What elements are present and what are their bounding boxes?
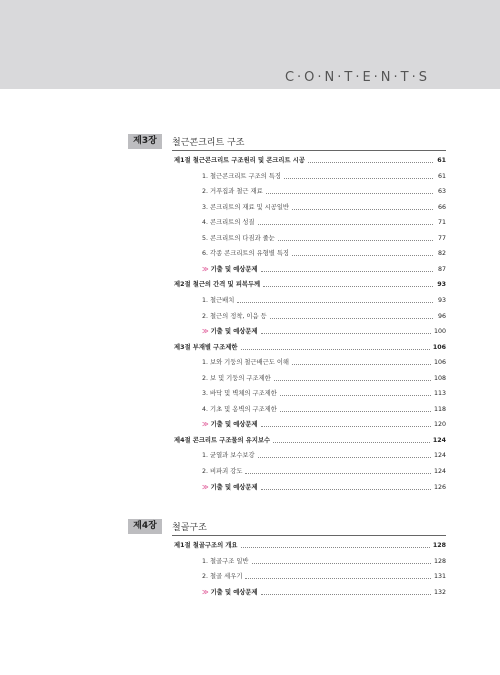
toc-subsection-row [202, 384, 446, 398]
toc-page-number: 120 [433, 421, 446, 429]
toc-entry-text: 6. 각종 콘크리트의 유형별 특징 [202, 250, 290, 258]
toc-entry-label [202, 358, 289, 367]
toc-entry-text: 제1절 철근콘크리트 구조원리 및 콘크리트 시공 [174, 157, 305, 164]
toc-entry-text: 5. 콘크리트의 다짐과 줄눈 [202, 234, 275, 242]
page-header-band [0, 0, 500, 89]
toc-entry-label [174, 541, 238, 550]
toc-entry-label [202, 389, 277, 398]
toc-entry-label [202, 588, 258, 597]
toc-subsection-row [202, 182, 446, 196]
toc-page-number: 63 [437, 188, 446, 196]
toc-page-number: 124 [433, 468, 446, 475]
dot-leader [273, 442, 430, 443]
toc-entry-text: 제4절 콘크리트 구조물의 유지보수 [174, 436, 271, 444]
toc-section-row [174, 338, 446, 352]
toc-page-number: 124 [433, 452, 446, 460]
toc-entry-label [202, 557, 249, 566]
dot-leader [261, 333, 431, 334]
toc-page-number: 128 [432, 542, 446, 549]
dot-leader [261, 271, 433, 272]
dot-leader [245, 473, 431, 474]
toc-entry-label [202, 483, 258, 492]
toc-subsection-row [202, 291, 446, 305]
dot-leader [252, 563, 431, 564]
toc-page-number: 113 [433, 390, 446, 398]
toc-exam-row [202, 415, 446, 429]
dot-leader [284, 178, 433, 179]
chapter-3-block [128, 134, 446, 491]
toc-section-row [174, 536, 446, 550]
dot-leader [292, 364, 431, 365]
double-arrow-icon: ≫ [202, 328, 209, 336]
toc-entry-text: 기출 및 예상문제 [210, 483, 258, 491]
toc-entry-label [202, 265, 258, 274]
dot-leader [278, 240, 433, 241]
toc-exam-row [202, 260, 446, 274]
dot-leader [261, 426, 431, 427]
toc-subsection-row [202, 567, 446, 581]
toc-entry-text: 기출 및 예상문제 [210, 328, 258, 336]
toc-page-number: 118 [433, 405, 446, 413]
chapter-heading [128, 134, 446, 151]
toc-entry-text: 2. 철근의 정착, 이음 등 [202, 312, 267, 320]
toc-entry-text: 2. 비파괴 강도 [202, 468, 243, 475]
toc-exam-row [202, 478, 446, 492]
toc-entry-label [202, 187, 263, 196]
toc-subsection-row [202, 167, 446, 181]
dot-leader [263, 286, 433, 287]
toc-subsection-row [202, 353, 446, 367]
double-arrow-icon: ≫ [202, 483, 209, 491]
toc-entry-label [202, 374, 271, 383]
toc-entry-text: 2. 철골 세우기 [202, 573, 243, 581]
toc-exam-row [202, 583, 446, 597]
toc-page-number: 93 [437, 281, 446, 289]
toc-entry-label [202, 405, 277, 414]
toc-page-number: 77 [437, 234, 446, 242]
toc-subsection-row [202, 552, 446, 566]
dot-leader [261, 594, 431, 595]
double-arrow-icon: ≫ [202, 421, 209, 429]
toc-entry-label [174, 156, 305, 165]
toc-entry-text: 2. 거푸집과 철근 재료 [202, 188, 263, 196]
dot-leader [241, 349, 430, 350]
dot-leader [266, 193, 433, 194]
toc-section-row [174, 431, 446, 445]
dot-leader [292, 255, 433, 256]
dot-leader [261, 489, 431, 490]
toc-entry-label [202, 172, 281, 181]
toc-entry-text: 기출 및 예상문제 [210, 588, 258, 596]
toc-entry-text: 기출 및 예상문제 [210, 265, 258, 273]
toc-subsection-row [202, 229, 446, 243]
toc-page-number: 126 [433, 483, 446, 491]
double-arrow-icon: ≫ [202, 588, 209, 596]
toc-page-number: 106 [433, 359, 446, 367]
toc-entry-text: 제1절 철골구조의 개요 [174, 542, 238, 549]
double-arrow-icon: ≫ [202, 265, 209, 273]
toc-subsection-row [202, 400, 446, 414]
toc-entry-label [202, 572, 242, 581]
toc-entry-label [202, 296, 234, 305]
toc-entry-text: 1. 철근배치 [202, 296, 235, 304]
toc-entry-label [174, 343, 238, 352]
toc-page-number: 106 [432, 343, 446, 351]
chapter-number-badge: 제3장 [128, 134, 162, 149]
dot-leader [270, 318, 433, 319]
toc-subsection-row [202, 369, 446, 383]
dot-leader [280, 411, 431, 412]
toc-page-number: 100 [433, 328, 446, 336]
toc-page-number: 108 [433, 374, 446, 382]
toc-entry-label [202, 249, 289, 258]
toc-entry-text: 4. 기초 및 옹벽의 구조제한 [202, 405, 277, 413]
toc-page-number: 131 [433, 573, 446, 581]
toc-entry-text: 3. 콘크리트의 재료 및 시공일반 [202, 203, 290, 211]
dot-leader [280, 395, 431, 396]
toc-page-number: 66 [437, 203, 446, 211]
toc-subsection-row [202, 446, 446, 460]
toc-entry-label [202, 451, 255, 460]
toc-subsection-row [202, 198, 446, 212]
toc-entry-text: 제3절 부재별 구조제한 [174, 343, 238, 351]
toc-subsection-row [202, 213, 446, 227]
toc-entry-label [202, 234, 275, 243]
chapter-title: 철골구조 [172, 523, 207, 533]
toc-entry-text: 1. 철골구조 일반 [202, 557, 249, 565]
toc-exam-row [202, 322, 446, 336]
toc-entry-label [202, 420, 258, 429]
dot-leader [274, 380, 431, 381]
toc-entry-label [174, 436, 270, 445]
dot-leader [258, 457, 431, 458]
contents-heading: C·O·N·T·E·N·T·S [284, 70, 430, 85]
toc-entry-label [202, 327, 258, 336]
toc-entry-label [202, 312, 267, 321]
toc-page-number: 87 [437, 265, 446, 273]
dot-leader [237, 302, 433, 303]
dot-leader [308, 162, 433, 163]
toc-entry-text: 제2절 철근의 간격 및 피복두께 [174, 281, 261, 289]
toc-entry-text: 3. 바닥 및 벽체의 구조제한 [202, 390, 277, 398]
toc-page-number: 93 [437, 296, 446, 304]
toc-page-number: 132 [433, 588, 446, 596]
chapter-title: 철근콘크리트 구조 [172, 138, 245, 148]
toc-entry-text: 기출 및 예상문제 [210, 421, 258, 429]
toc-entry-text: 1. 철근콘크리트 구조의 특징 [202, 172, 281, 180]
toc-page-number: 96 [437, 312, 446, 320]
chapter-heading [128, 519, 446, 536]
toc-page-number: 128 [433, 557, 446, 565]
chapter-number-badge: 제4장 [128, 519, 162, 534]
toc-entry-label [202, 467, 242, 476]
toc-section-row [174, 151, 446, 165]
toc-entry-text: 4. 콘크리트의 성질 [202, 219, 255, 227]
chapter-4-block [128, 519, 446, 596]
toc-page-number: 61 [437, 172, 446, 180]
dot-leader [241, 547, 430, 548]
toc-entry-label [174, 280, 260, 289]
toc-entry-text: 1. 보와 기둥의 철근배근도 이해 [202, 359, 290, 367]
toc-page-number: 124 [432, 436, 446, 444]
dot-leader [245, 578, 431, 579]
toc-page-number: 82 [437, 250, 446, 258]
toc-section-row [174, 275, 446, 289]
toc-entry-label [202, 218, 255, 227]
dot-leader [258, 224, 433, 225]
toc-entry-text: 2. 보 및 기둥의 구조제한 [202, 374, 271, 382]
dot-leader [292, 209, 433, 210]
toc-page-number: 61 [437, 157, 446, 164]
toc-subsection-row [202, 307, 446, 321]
toc-page-number: 71 [437, 219, 446, 227]
toc-subsection-row [202, 462, 446, 476]
toc-subsection-row [202, 244, 446, 258]
toc-entry-text: 1. 균열과 보수보강 [202, 452, 255, 460]
toc-entry-label [202, 203, 289, 212]
